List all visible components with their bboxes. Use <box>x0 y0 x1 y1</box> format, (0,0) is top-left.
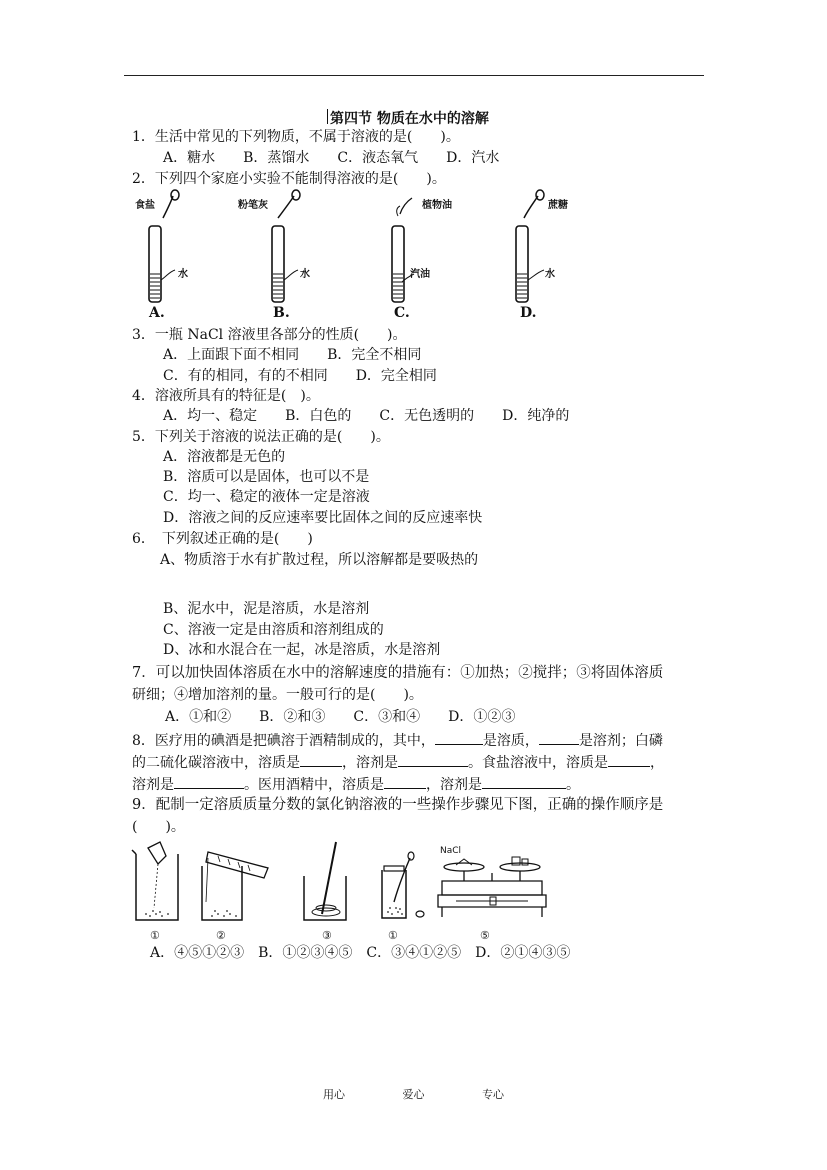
q8-text: 8．医疗用的碘酒是把碘溶于酒精制成的，其中， <box>132 733 435 749</box>
q8-text: 。食盐溶液中，溶质是 <box>468 755 608 771</box>
step-label-3: ③ <box>322 929 332 942</box>
footer-item: 专心 <box>482 1088 504 1101</box>
step-label-4: ① <box>388 929 398 942</box>
beaker-pouring-icon <box>132 842 182 926</box>
q8-text: 。医用酒精中，溶质是 <box>244 777 384 793</box>
q8-text: ， <box>650 755 664 771</box>
q8-text: 溶剂是 <box>132 777 174 793</box>
beaker-stirring-icon <box>300 842 350 926</box>
q5-stem: 5．下列关于溶液的说法正确的是( )。 <box>132 429 390 445</box>
tube-a-icon <box>145 190 195 310</box>
tube-c-top-label: 植物油 <box>422 200 452 211</box>
q1-options: A．糖水 B．蒸馏水 C．液态氧气 D．汽水 <box>163 150 500 166</box>
q8-text: 。 <box>566 777 580 793</box>
q7-line-1: 7．可以加快固体溶质在水中的溶解速度的措施有：①加热；②搅拌；③将固体溶质 <box>132 665 664 681</box>
tube-b-top-label: 粉笔灰 <box>238 200 268 211</box>
q4-options: A．均一、稳定 B．白色的 C．无色透明的 D．纯净的 <box>163 408 570 424</box>
tube-c-letter: C. <box>394 305 410 321</box>
page-footer <box>0 1086 827 1102</box>
q8-blank-salt-solvent[interactable] <box>174 774 244 789</box>
q8-text: 是溶剂；白磷 <box>578 733 663 749</box>
q5-option-d: D．溶液之间的反应速率要比固体之间的反应速率快 <box>163 510 483 526</box>
balance-scale-icon <box>436 855 548 925</box>
tube-b-letter: B. <box>273 305 290 321</box>
step-label-2: ② <box>216 929 226 942</box>
q4-stem: 4．溶液所具有的特征是( )。 <box>132 388 320 404</box>
q8-line-2 <box>132 752 664 772</box>
q6-option-c: C、溶液一定是由溶质和溶剂组成的 <box>163 622 384 638</box>
footer-item: 用心 <box>323 1088 345 1101</box>
q3-options-1: A．上面跟下面不相同 B．完全不相同 <box>163 347 422 363</box>
q8-line-3 <box>132 774 580 794</box>
q6-option-d: D、冰和水混合在一起，冰是溶质，水是溶剂 <box>163 642 441 658</box>
tube-a-letter: A. <box>149 305 165 321</box>
q8-text: 的二硫化碳溶液中，溶质是 <box>132 755 300 771</box>
tube-d-liquid-label: 水 <box>545 269 555 280</box>
q8-line-1 <box>132 730 663 750</box>
q8-text: ，溶剂是 <box>342 755 398 771</box>
tube-d-letter: D. <box>520 305 537 321</box>
tube-a-liquid-label: 水 <box>178 269 188 280</box>
q3-stem: 3．一瓶 NaCl 溶液里各部分的性质( )。 <box>132 327 407 343</box>
q8-text: ，溶剂是 <box>426 777 482 793</box>
tube-c-icon <box>388 190 438 310</box>
page-title: 第四节 物质在水中的溶解 <box>330 108 489 128</box>
q8-blank-iodine-solute[interactable] <box>435 730 483 745</box>
header-rule <box>124 75 704 76</box>
q3-options-2: C．有的相同，有的不相同 D．完全相同 <box>163 368 437 384</box>
step-label-1: ① <box>150 929 160 942</box>
q8-blank-alcohol-solute[interactable] <box>384 774 426 789</box>
q8-blank-salt-solute[interactable] <box>608 752 650 767</box>
q5-option-c: C．均一、稳定的液体一定是溶液 <box>163 489 370 505</box>
q8-blank-phosphorus-solute[interactable] <box>300 752 342 767</box>
q6-stem: 6． 下列叙述正确的是( ) <box>132 531 313 547</box>
nacl-label: NaCl <box>440 846 462 856</box>
q8-blank-alcohol-solvent[interactable] <box>482 774 566 789</box>
jar-spoon-icon <box>378 852 434 924</box>
q9-options: A．④⑤①②③ B．①②③④⑤ C．③④①②⑤ D．②①④③⑤ <box>150 945 571 961</box>
tube-b-liquid-label: 水 <box>300 269 310 280</box>
q8-blank-phosphorus-solvent[interactable] <box>398 752 468 767</box>
tube-b-icon <box>268 190 318 310</box>
q2-stem: 2．下列四个家庭小实验不能制得溶液的是( )。 <box>132 171 446 187</box>
footer-item: 爱心 <box>402 1088 425 1101</box>
q5-option-b: B．溶质可以是固体，也可以不是 <box>163 469 370 485</box>
tube-a-top-label: 食盐 <box>135 200 155 211</box>
tube-c-liquid-label: 汽油 <box>410 269 430 280</box>
step-label-5: ⑤ <box>480 929 490 942</box>
tube-d-icon <box>512 190 562 310</box>
q1-stem: 1．生活中常见的下列物质，不属于溶液的是( )。 <box>132 129 460 145</box>
tube-d-top-label: 蔗糖 <box>548 200 568 211</box>
q5-option-a: A．溶液都是无色的 <box>163 449 286 465</box>
cylinder-pouring-icon <box>198 842 274 926</box>
q7-options: A．①和② B．②和③ C．③和④ D．①②③ <box>165 709 516 725</box>
q8-text: 是溶质， <box>482 733 539 749</box>
q6-option-a: A、物质溶于水有扩散过程，所以溶解都是要吸热的 <box>160 552 479 568</box>
q8-blank-iodine-solvent[interactable] <box>539 730 579 745</box>
q6-option-b: B、泥水中，泥是溶质，水是溶剂 <box>163 601 370 617</box>
q9-line-1: 9．配制一定溶质质量分数的氯化钠溶液的一些操作步骤见下图，正确的操作顺序是 <box>132 797 664 813</box>
q9-line-2: ( )。 <box>132 819 185 835</box>
q7-line-2: 研细；④增加溶剂的量。一般可行的是( )。 <box>132 687 423 703</box>
